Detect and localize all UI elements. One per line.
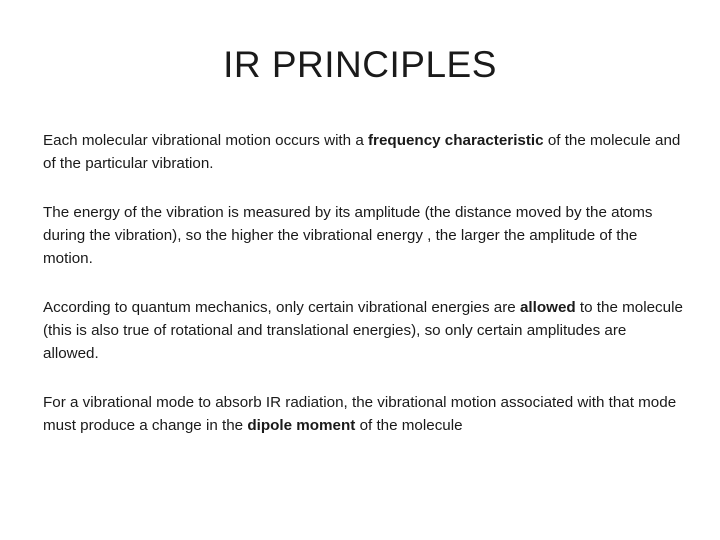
slide-body: [43, 129, 683, 463]
paragraph-amplitude: [43, 201, 683, 270]
emphasis-dipole-moment: dipole moment: [247, 417, 356, 434]
paragraph-text: to the molecule (this is also true of rotational and translational energies), so only certain amplitudes are allowed.: [43, 299, 683, 362]
paragraph-text: Each molecular vibrational motion occurs with a: [43, 132, 368, 149]
paragraph-quantum: [43, 296, 683, 365]
slide-title: IR PRINCIPLES: [223, 44, 497, 85]
paragraph-text: According to quantum mechanics, only certain vibrational energies are: [43, 299, 520, 316]
paragraph-text: For a vibrational mode to absorb IR radiation, the vibrational motion associated with that mode must produce a change in the: [43, 394, 677, 434]
paragraph-text: of the molecule and of the particular vibration.: [43, 132, 681, 172]
paragraph-dipole: [43, 391, 683, 437]
emphasis-allowed: allowed: [519, 299, 576, 316]
paragraph-frequency: [43, 129, 683, 175]
paragraph-text: of the molecule: [355, 417, 463, 434]
emphasis-frequency-characteristic: frequency characteristic: [368, 132, 544, 149]
paragraph-text: The energy of the vibration is measured by its amplitude (the distance moved by the atoms during the vibration), so the higher the vibrational energy , the larger the amplitude of the motion.: [43, 204, 653, 267]
